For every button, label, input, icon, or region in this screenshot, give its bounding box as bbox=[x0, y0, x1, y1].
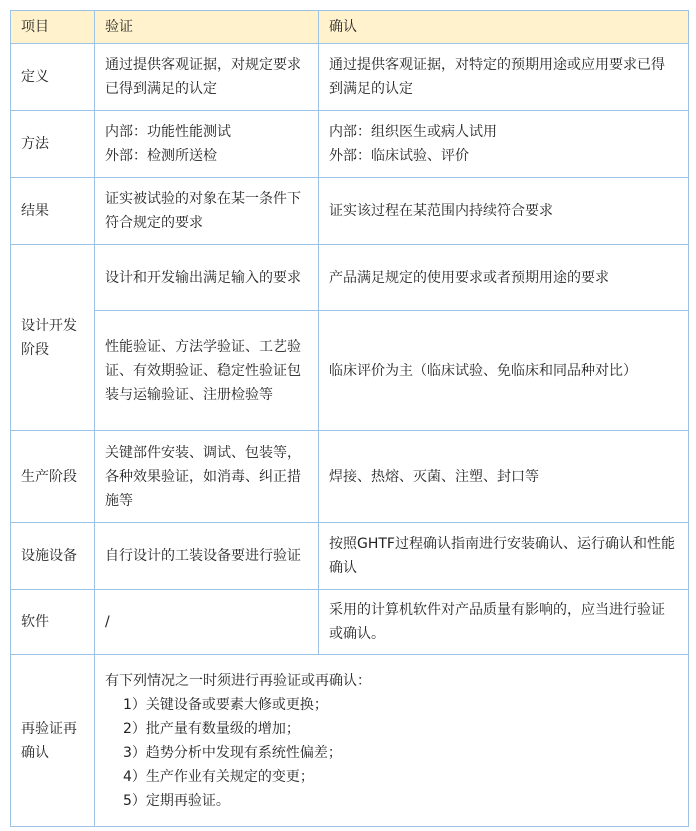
header-item: 项目 bbox=[11, 11, 95, 44]
table-row-production bbox=[11, 431, 689, 523]
row-label: 再验证再确认 bbox=[11, 655, 95, 827]
table-row-definition bbox=[11, 44, 689, 111]
validate-external: 外部：临床试验、评价 bbox=[329, 148, 469, 164]
verify-cell: 设计和开发输出满足输入的要求 bbox=[95, 245, 319, 311]
validate-cell: 临床评价为主（临床试验、免临床和同品种对比） bbox=[319, 311, 689, 431]
header-verify: 验证 bbox=[95, 11, 319, 44]
table-row-software bbox=[11, 590, 689, 655]
verify-cell: 通过提供客观证据，对规定要求已得到满足的认定 bbox=[95, 44, 319, 111]
list-item: 3）趋势分析中发现有系统性偏差； bbox=[123, 744, 342, 761]
list-item: 5）定期再验证。 bbox=[123, 792, 230, 809]
header-validate: 确认 bbox=[319, 11, 689, 44]
table-row-design-b bbox=[11, 311, 689, 431]
table-header-row bbox=[11, 11, 689, 44]
table-row-revalidation bbox=[11, 655, 689, 827]
row-label: 结果 bbox=[11, 178, 95, 245]
row-label: 设计开发阶段 bbox=[11, 245, 95, 431]
validate-cell: 焊接、热熔、灭菌、注塑、封口等 bbox=[319, 431, 689, 523]
table-row-result bbox=[11, 178, 689, 245]
row-label: 定义 bbox=[11, 44, 95, 111]
verify-cell: 证实被试验的对象在某一条件下符合规定的要求 bbox=[95, 178, 319, 245]
validate-cell: 通过提供客观证据，对特定的预期用途或应用要求已得到满足的认定 bbox=[319, 44, 689, 111]
validate-cell: 证实该过程在某范围内持续符合要求 bbox=[319, 178, 689, 245]
row-label: 生产阶段 bbox=[11, 431, 95, 523]
revalidation-cell bbox=[95, 655, 689, 827]
table-row-equipment bbox=[11, 523, 689, 590]
verify-internal: 内部：功能性能测试 bbox=[105, 124, 231, 140]
table-row-method bbox=[11, 111, 689, 178]
verify-cell: 性能验证、方法学验证、工艺验证、有效期验证、稳定性验证包装与运输验证、注册检验等 bbox=[95, 311, 319, 431]
list-item: 1）关键设备或要素大修或更换； bbox=[123, 696, 328, 713]
validate-cell: 采用的计算机软件对产品质量有影响的，应当进行验证或确认。 bbox=[319, 590, 689, 655]
verify-cell: 自行设计的工装设备要进行验证 bbox=[95, 523, 319, 590]
validate-cell: 按照GHTF过程确认指南进行安装确认、运行确认和性能确认 bbox=[319, 523, 689, 590]
row-label: 软件 bbox=[11, 590, 95, 655]
table-row-design-a bbox=[11, 245, 689, 311]
revalidation-intro: 有下列情况之一时须进行再验证或再确认： bbox=[105, 672, 371, 689]
validate-cell: 产品满足规定的使用要求或者预期用途的要求 bbox=[319, 245, 689, 311]
verify-cell bbox=[95, 111, 319, 178]
verify-external: 外部：检测所送检 bbox=[105, 148, 217, 164]
verification-validation-table bbox=[10, 10, 689, 827]
row-label: 设施设备 bbox=[11, 523, 95, 590]
list-item: 4）生产作业有关规定的变更； bbox=[123, 768, 314, 785]
verify-cell: / bbox=[95, 590, 319, 655]
verify-cell: 关键部件安装、调试、包装等，各种效果验证，如消毒、纠正措施等 bbox=[95, 431, 319, 523]
row-label: 方法 bbox=[11, 111, 95, 178]
list-item: 2）批产量有数量级的增加； bbox=[123, 720, 300, 737]
validate-internal: 内部：组织医生或病人试用 bbox=[329, 124, 497, 140]
validate-cell bbox=[319, 111, 689, 178]
